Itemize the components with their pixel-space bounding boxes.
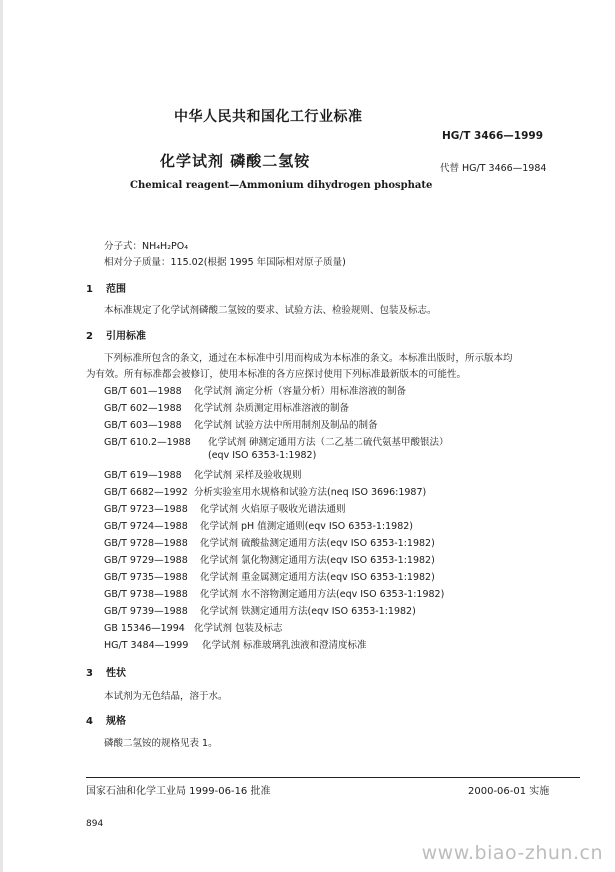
reference-title: 化学试剂 砷测定通用方法（二乙基二硫代氨基甲酸银法） — [208, 437, 449, 448]
reference-title: 化学试剂 试验方法中所用制剂及制品的制备 — [194, 420, 378, 431]
reference-title: (eqv ISO 6353-1:1982) — [208, 450, 317, 461]
reference-title: 化学试剂 采样及验收规则 — [194, 470, 302, 481]
reference-title: 化学试剂 硫酸盐测定通用方法(eqv ISO 6353-1:1982) — [200, 538, 435, 549]
section-number: 4 — [86, 716, 93, 727]
reference-item-continuation — [208, 450, 316, 461]
reference-code: GB/T 9739—1988 — [104, 606, 188, 617]
reference-item — [104, 637, 367, 651]
reference-title: 化学试剂 重金属测定通用方法(eqv ISO 6353-1:1982) — [200, 572, 435, 583]
section-4-text: 磷酸二氢铵的规格见表 1。 — [104, 738, 218, 749]
section-1-text: 本标准规定了化学试剂磷酸二氢铵的要求、试验方法、检验规则、包装及标志。 — [104, 305, 437, 316]
reference-code: HG/T 3484—1999 — [104, 640, 189, 651]
standard-title: 化学试剂 磷酸二氢铵 — [160, 152, 311, 170]
section-title: 引用标准 — [106, 331, 146, 342]
section-number: 3 — [86, 668, 93, 679]
reference-title: 分析实验室用水规格和试验方法(neq ISO 3696:1987) — [194, 487, 427, 498]
reference-item — [104, 518, 413, 532]
reference-code: GB 15346—1994 — [104, 623, 185, 634]
reference-code: GB/T 9729—1988 — [104, 555, 188, 566]
issuing-body-title: 中华人民共和国化工行业标准 — [174, 109, 363, 125]
reference-code: GB/T 610.2—1988 — [104, 437, 191, 448]
reference-title: 化学试剂 标准玻璃乳浊液和澄清度标准 — [202, 640, 367, 651]
footer-divider — [86, 777, 580, 778]
section-number: 1 — [86, 284, 93, 295]
reference-title: 化学试剂 火焰原子吸收光谱法通则 — [200, 504, 346, 515]
reference-title: 化学试剂 水不溶物测定通用方法(eqv ISO 6353-1:1982) — [200, 589, 445, 600]
reference-item — [104, 484, 426, 498]
reference-item — [104, 434, 449, 448]
replaces-standard: 代替 HG/T 3466—1984 — [440, 163, 547, 174]
reference-item — [104, 552, 435, 566]
section-3-heading — [86, 664, 126, 679]
section-title: 范围 — [106, 284, 126, 295]
section-1-heading — [86, 280, 126, 295]
reference-code: GB/T 603—1988 — [104, 420, 182, 431]
reference-title: 化学试剂 pH 值测定通则(eqv ISO 6353-1:1982) — [200, 521, 413, 532]
reference-code: GB/T 601—1988 — [104, 386, 182, 397]
reference-item — [104, 535, 435, 549]
section-3-text: 本试剂为无色结晶，溶于水。 — [104, 691, 228, 702]
reference-title: 化学试剂 滴定分析（容量分析）用标准溶液的制备 — [194, 386, 407, 397]
reference-item — [104, 501, 346, 515]
approval-date: 国家石油和化学工业局 1999-06-16 批准 — [86, 786, 271, 797]
reference-title: 化学试剂 氯化物测定通用方法(eqv ISO 6353-1:1982) — [200, 555, 435, 566]
section-2-intro-line-1: 下列标准所包含的条文，通过在本标准中引用而构成为本标准的条文。本标准出版时，所示版本均 — [104, 353, 513, 364]
section-title: 性状 — [106, 668, 126, 679]
reference-item — [104, 400, 349, 414]
reference-item — [104, 383, 406, 397]
implementation-date: 2000-06-01 实施 — [468, 786, 550, 797]
reference-code: GB/T 602—1988 — [104, 403, 182, 414]
section-number: 2 — [86, 331, 93, 342]
reference-title: 化学试剂 铁测定通用方法(eqv ISO 6353-1:1982) — [200, 606, 416, 617]
reference-item — [104, 569, 435, 583]
page-number: 894 — [86, 819, 104, 829]
reference-code: GB/T 9728—1988 — [104, 538, 188, 549]
reference-code: GB/T 9735—1988 — [104, 572, 188, 583]
reference-item — [104, 620, 283, 634]
reference-code: GB/T 6682—1992 — [104, 487, 188, 498]
reference-title: 化学试剂 杂质测定用标准溶液的制备 — [194, 403, 350, 414]
section-4-heading — [86, 712, 126, 727]
reference-item — [104, 467, 302, 481]
standard-number: HG/T 3466—1999 — [442, 130, 544, 142]
section-2-intro-line-2: 为有效。所有标准都会被修订，使用本标准的各方应探讨使用下列标准最新版本的可能性。 — [86, 369, 467, 380]
website-watermark: www.biao-zhun.cn — [421, 842, 603, 864]
scan-edge — [0, 0, 3, 872]
section-2-heading — [86, 327, 146, 342]
reference-code: GB/T 9723—1988 — [104, 504, 188, 515]
english-title: Chemical reagent—Ammonium dihydrogen phosphate — [130, 180, 433, 191]
reference-code: GB/T 9738—1988 — [104, 589, 188, 600]
molecular-formula: 分子式：NH₄H₂PO₄ — [104, 241, 189, 252]
reference-code: GB/T 619—1988 — [104, 470, 182, 481]
reference-item — [104, 586, 444, 600]
molecular-mass: 相对分子质量：115.02(根据 1995 年国际相对原子质量) — [104, 257, 346, 268]
section-title: 规格 — [106, 716, 126, 727]
reference-title: 化学试剂 包装及标志 — [194, 623, 283, 634]
reference-item — [104, 603, 416, 617]
reference-item — [104, 417, 378, 431]
reference-code: GB/T 9724—1988 — [104, 521, 188, 532]
